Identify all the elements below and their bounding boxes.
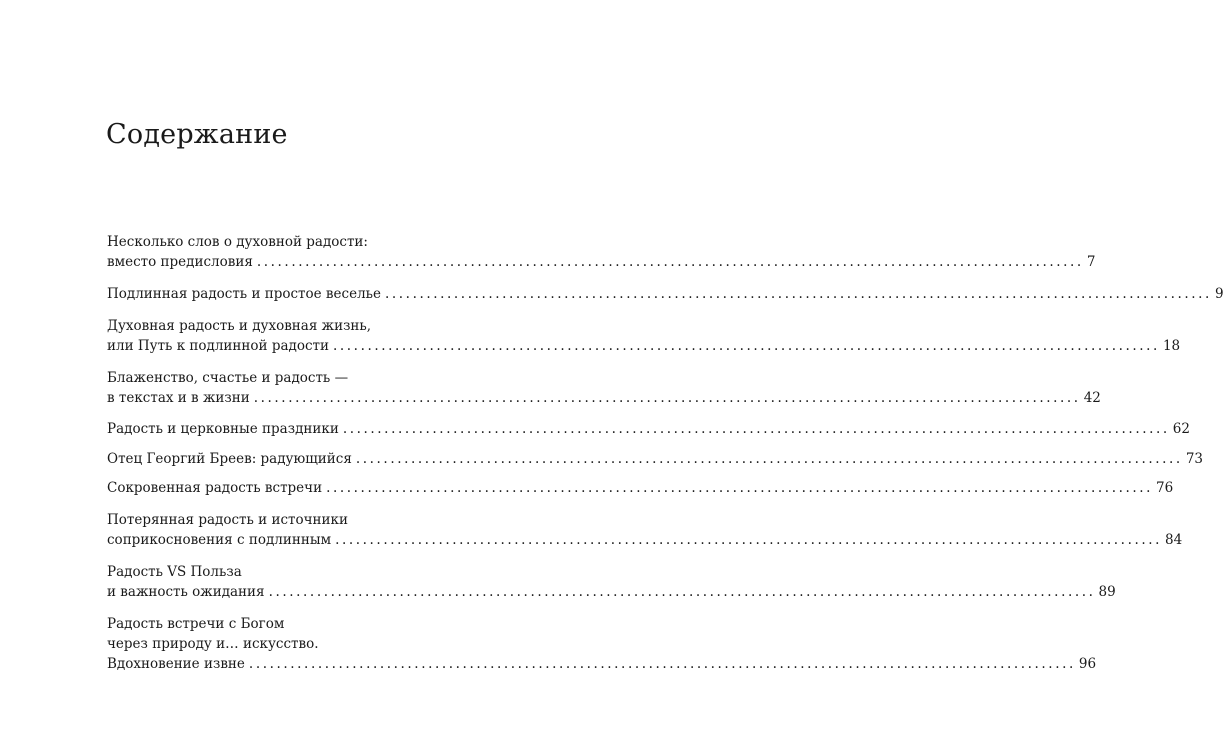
toc-page-number: 73	[1185, 451, 1203, 467]
dot-leader: ........................................................................................................................	[385, 286, 1212, 302]
toc-entry[interactable]	[107, 478, 1174, 498]
toc-page-number: 9	[1214, 286, 1224, 302]
toc-entry-last-line	[107, 582, 1116, 602]
toc-page-number: 96	[1078, 656, 1097, 672]
toc-entry[interactable]	[107, 419, 1190, 439]
toc-entry-last-line	[107, 252, 1096, 272]
toc-entry-last-line	[107, 449, 1203, 469]
dot-leader: ........................................................................................................................	[256, 254, 1084, 270]
toc-entry-last-line	[107, 530, 1183, 550]
toc-entry-title-line: Вдохновение извне	[107, 656, 245, 672]
toc-entry[interactable]	[107, 232, 1096, 272]
toc-entry-title-line: Духовная радость и духовная жизнь,	[107, 318, 372, 334]
toc-entry-title-line: Подлинная радость и простое веселье	[107, 286, 381, 302]
toc-entry-title-line: Блаженство, счастье и радость —	[107, 370, 349, 386]
toc-entry-title-line: Отец Георгий Бреев: радующийся	[107, 451, 352, 467]
toc-entry-title-line: или Путь к подлинной радости	[107, 338, 329, 354]
toc-entry-title-line: и важность ожидания	[107, 584, 265, 600]
toc-page-number: 42	[1083, 390, 1101, 406]
toc-entry-title-line: Радость и церковные праздники	[107, 421, 339, 437]
toc-entry-title-line: Радость VS Польза	[107, 564, 242, 580]
dot-leader: ........................................................................................................................	[326, 480, 1154, 496]
toc-entry-title-line: Сокровенная радость встречи	[107, 480, 323, 496]
toc-entry[interactable]	[107, 316, 1181, 356]
toc-entry[interactable]	[107, 449, 1203, 469]
toc-page-number: 62	[1172, 421, 1190, 437]
page-title: Содержание	[106, 119, 288, 150]
dot-leader: ........................................................................................................................	[333, 338, 1160, 354]
dot-leader: ........................................................................................................................	[335, 532, 1163, 548]
toc-entry-last-line	[107, 388, 1101, 408]
toc-entry-last-line	[107, 478, 1174, 498]
toc-entry-title-line: через природу и… искусство.	[107, 636, 319, 652]
dot-leader: ........................................................................................................................	[342, 421, 1170, 437]
toc-entry[interactable]	[107, 614, 1097, 674]
toc-entry-last-line	[107, 284, 1224, 304]
dot-leader: ........................................................................................................................	[268, 584, 1096, 600]
toc-entry[interactable]	[107, 368, 1101, 408]
dot-leader: ........................................................................................................................	[248, 656, 1076, 672]
toc-entry[interactable]	[107, 284, 1224, 304]
toc-entry-last-line	[107, 654, 1097, 674]
toc-page-number: 89	[1098, 584, 1116, 600]
toc-entry-title-line: в текстах и в жизни	[107, 390, 250, 406]
toc-entry-title-line: Радость встречи с Богом	[107, 616, 285, 632]
toc-page-number: 84	[1165, 532, 1183, 548]
table-of-contents	[107, 220, 1224, 674]
toc-entry-last-line	[107, 336, 1181, 356]
dot-leader: ........................................................................................................................	[253, 390, 1081, 406]
toc-page-number: 76	[1156, 480, 1174, 496]
toc-page-number: 7	[1086, 254, 1096, 270]
toc-entry-last-line	[107, 419, 1190, 439]
toc-entry[interactable]	[107, 562, 1116, 602]
dot-leader: ........................................................................................................................	[355, 451, 1183, 467]
toc-entry-title-line: Потерянная радость и источники	[107, 512, 348, 528]
toc-entry-title-line: вместо предисловия	[107, 254, 253, 270]
toc-entry[interactable]	[107, 510, 1183, 550]
toc-page-number: 18	[1162, 338, 1181, 354]
toc-entry-title-line: Несколько слов о духовной радости:	[107, 234, 368, 250]
toc-entry-title-line: соприкосновения с подлинным	[107, 532, 332, 548]
